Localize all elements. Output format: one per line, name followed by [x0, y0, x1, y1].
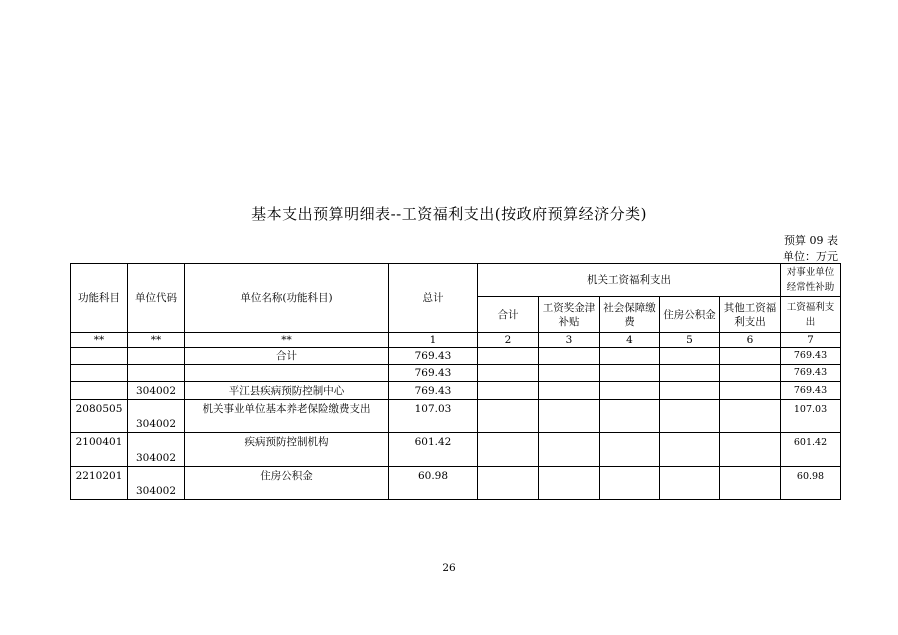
wage-cell: [539, 400, 600, 433]
sub-total-cell: [478, 382, 539, 400]
unit-code-cell: 304002: [128, 382, 185, 400]
table-row: [71, 382, 841, 400]
unit-name-cell: 合计: [185, 348, 389, 365]
social-cell: [600, 433, 660, 467]
total-cell: 769.43: [389, 348, 478, 365]
func-code-cell: [71, 382, 128, 400]
table-row: [71, 467, 841, 500]
total-cell: 60.98: [389, 467, 478, 500]
unit-code-cell: 304002: [128, 433, 185, 467]
header-wage: 工资奖金津补贴: [539, 297, 600, 333]
table-code: 预算 09 表: [784, 234, 838, 247]
page-number: 26: [442, 562, 456, 574]
other-cell: [720, 365, 781, 382]
index-cell: 4: [600, 333, 660, 348]
total-cell: 107.03: [389, 400, 478, 433]
func-code-cell: 2080505: [71, 400, 128, 433]
table-row: [71, 400, 841, 433]
housing-cell: [660, 365, 720, 382]
subsidy-cell: 769.43: [781, 382, 841, 400]
total-cell: 769.43: [389, 382, 478, 400]
header-total: 总计: [389, 264, 478, 333]
header-sub-total: 合计: [478, 297, 539, 333]
subsidy-cell: 769.43: [781, 365, 841, 382]
subsidy-cell: 601.42: [781, 433, 841, 467]
unit-name-cell: 机关事业单位基本养老保险缴费支出: [185, 400, 389, 433]
header-unit-name: 单位名称(功能科目): [185, 264, 389, 333]
header-subsidy-bottom: 工资福利支出: [781, 297, 841, 333]
header-social: 社会保障缴费: [600, 297, 660, 333]
other-cell: [720, 400, 781, 433]
header-unit-code: 单位代码: [128, 264, 185, 333]
func-code-cell: [71, 365, 128, 382]
unit-name-cell: 疾病预防控制机构: [185, 433, 389, 467]
other-cell: [720, 467, 781, 500]
page-title: 基本支出预算明细表--工资福利支出(按政府预算经济分类): [251, 205, 647, 223]
table-row: [71, 348, 841, 365]
sub-total-cell: [478, 365, 539, 382]
index-cell: 7: [781, 333, 841, 348]
wage-cell: [539, 365, 600, 382]
header-housing: 住房公积金: [660, 297, 720, 333]
index-row: [71, 333, 841, 348]
social-cell: [600, 382, 660, 400]
sub-total-cell: [478, 348, 539, 365]
func-code-cell: 2210201: [71, 467, 128, 500]
sub-total-cell: [478, 400, 539, 433]
total-cell: 601.42: [389, 433, 478, 467]
sub-total-cell: [478, 433, 539, 467]
unit-name-cell: 住房公积金: [185, 467, 389, 500]
index-cell: 6: [720, 333, 781, 348]
social-cell: [600, 400, 660, 433]
unit-code-cell: 304002: [128, 467, 185, 500]
unit-name-cell: 平江县疾病预防控制中心: [185, 382, 389, 400]
index-cell: **: [185, 333, 389, 348]
wage-cell: [539, 348, 600, 365]
wage-cell: [539, 433, 600, 467]
budget-table: [70, 263, 841, 500]
social-cell: [600, 348, 660, 365]
header-other: 其他工资福利支出: [720, 297, 781, 333]
index-cell: 5: [660, 333, 720, 348]
index-cell: 2: [478, 333, 539, 348]
unit-code-cell: [128, 365, 185, 382]
housing-cell: [660, 382, 720, 400]
index-cell: 3: [539, 333, 600, 348]
index-cell: 1: [389, 333, 478, 348]
other-cell: [720, 433, 781, 467]
subsidy-cell: 107.03: [781, 400, 841, 433]
housing-cell: [660, 433, 720, 467]
housing-cell: [660, 348, 720, 365]
sub-total-cell: [478, 467, 539, 500]
func-code-cell: [71, 348, 128, 365]
social-cell: [600, 365, 660, 382]
housing-cell: [660, 400, 720, 433]
unit-code-cell: [128, 348, 185, 365]
index-cell: **: [71, 333, 128, 348]
total-cell: 769.43: [389, 365, 478, 382]
table-row: [71, 433, 841, 467]
index-cell: **: [128, 333, 185, 348]
subsidy-cell: 60.98: [781, 467, 841, 500]
social-cell: [600, 467, 660, 500]
header-func-code: 功能科目: [71, 264, 128, 333]
unit-code-cell: 304002: [128, 400, 185, 433]
unit-label: 单位：万元: [783, 250, 838, 263]
unit-name-cell: [185, 365, 389, 382]
wage-cell: [539, 382, 600, 400]
other-cell: [720, 382, 781, 400]
housing-cell: [660, 467, 720, 500]
other-cell: [720, 348, 781, 365]
func-code-cell: 2100401: [71, 433, 128, 467]
wage-cell: [539, 467, 600, 500]
header-group-title: 机关工资福利支出: [478, 264, 781, 297]
table-row: [71, 365, 841, 382]
header-subsidy-top: 对事业单位经常性补助: [781, 264, 841, 297]
subsidy-cell: 769.43: [781, 348, 841, 365]
